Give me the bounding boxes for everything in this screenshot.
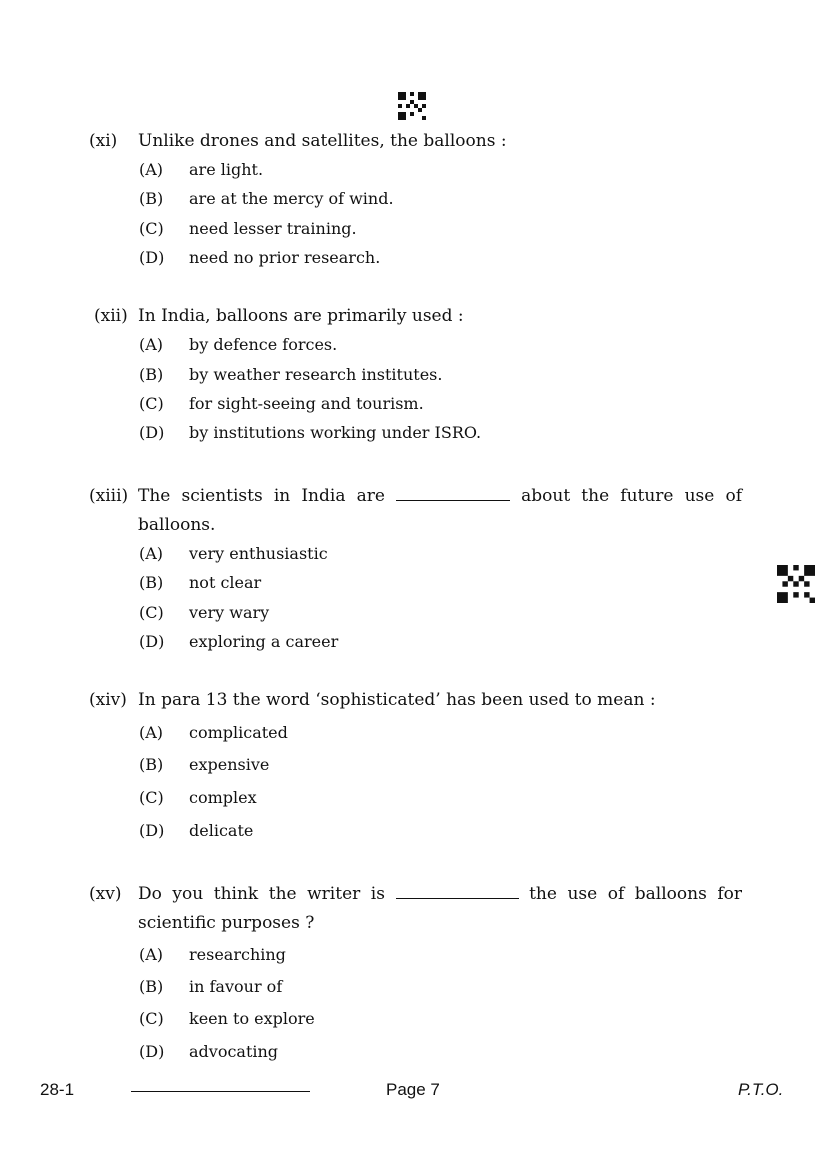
option-text: expensive <box>189 755 270 774</box>
option-item <box>0 544 827 564</box>
option-label: (C) <box>139 219 164 238</box>
answer-blank <box>396 884 519 899</box>
option-text: researching <box>189 945 286 964</box>
page-number: Page 7 <box>386 1080 440 1099</box>
option-text: delicate <box>189 821 254 840</box>
question-text <box>138 486 742 535</box>
option-item <box>0 945 827 965</box>
option-label: (D) <box>139 1042 165 1061</box>
option-label: (C) <box>139 603 164 622</box>
qr-code-top <box>398 92 426 120</box>
option-text: complicated <box>189 723 288 742</box>
option-text: exploring a career <box>189 632 339 651</box>
option-label: (C) <box>139 394 164 413</box>
option-text: for sight-seeing and tourism. <box>189 394 424 413</box>
option-label: (B) <box>139 365 164 384</box>
option-label: (A) <box>139 160 164 179</box>
option-text: complex <box>189 788 257 807</box>
question-text-part: balloons. <box>138 515 216 535</box>
option-text: by defence forces. <box>189 335 338 354</box>
option-text: very enthusiastic <box>189 544 328 563</box>
option-item <box>0 632 827 652</box>
question-number: (xiv) <box>89 690 127 710</box>
page-footer <box>0 1080 827 1102</box>
option-text: by institutions working under ISRO. <box>189 423 482 442</box>
option-item <box>0 788 827 808</box>
option-label: (B) <box>139 573 164 592</box>
question-text-part: Do you think the writer is <box>138 884 385 904</box>
paper-code: 28-1 <box>40 1080 75 1099</box>
option-label: (C) <box>139 1009 164 1028</box>
option-text: need lesser training. <box>189 219 357 238</box>
option-text: need no prior research. <box>189 248 381 267</box>
option-text: by weather research institutes. <box>189 365 443 384</box>
option-label: (D) <box>139 423 165 442</box>
option-item <box>0 248 827 268</box>
answer-blank <box>396 486 510 501</box>
option-label: (D) <box>139 821 165 840</box>
option-text: not clear <box>189 573 262 592</box>
question-number: (xii) <box>94 306 128 326</box>
option-text: in favour of <box>189 977 283 996</box>
option-item <box>0 755 827 775</box>
question-number: (xi) <box>89 131 118 151</box>
question-text: Unlike drones and satellites, the balloons : <box>138 131 507 151</box>
option-item <box>0 219 827 239</box>
option-text: very wary <box>189 603 270 622</box>
option-text: are light. <box>189 160 264 179</box>
question-text-part: the use of balloons for <box>529 884 743 904</box>
question-text-part: about the future use of <box>521 486 742 506</box>
question-text: In para 13 the word ‘sophisticated’ has been used to mean : <box>138 690 656 710</box>
option-label: (B) <box>139 977 164 996</box>
option-item <box>0 394 827 414</box>
option-item <box>0 603 827 623</box>
question-text-part: scientific purposes ? <box>138 913 315 933</box>
option-text: keen to explore <box>189 1009 315 1028</box>
option-item <box>0 1042 827 1062</box>
question-text: In India, balloons are primarily used : <box>138 306 464 326</box>
footer-divider <box>131 1091 310 1092</box>
option-label: (D) <box>139 248 165 267</box>
option-item <box>0 189 827 209</box>
question-number: (xiii) <box>89 486 129 506</box>
option-text: are at the mercy of wind. <box>189 189 394 208</box>
option-item <box>0 573 827 593</box>
option-label: (D) <box>139 632 165 651</box>
option-text: advocating <box>189 1042 279 1061</box>
option-label: (C) <box>139 788 164 807</box>
option-item <box>0 365 827 385</box>
option-label: (B) <box>139 755 164 774</box>
pto-label: P.T.O. <box>738 1080 784 1099</box>
question-number: (xv) <box>89 884 122 904</box>
option-label: (A) <box>139 723 164 742</box>
question-text-part: The scientists in India are <box>138 486 385 506</box>
option-item <box>0 423 827 443</box>
option-item <box>0 723 827 743</box>
option-item <box>0 821 827 841</box>
option-item <box>0 1009 827 1029</box>
option-item <box>0 160 827 180</box>
option-item <box>0 335 827 355</box>
option-label: (A) <box>139 945 164 964</box>
question-text <box>138 884 742 933</box>
option-label: (A) <box>139 335 164 354</box>
option-item <box>0 977 827 997</box>
option-label: (A) <box>139 544 164 563</box>
option-label: (B) <box>139 189 164 208</box>
